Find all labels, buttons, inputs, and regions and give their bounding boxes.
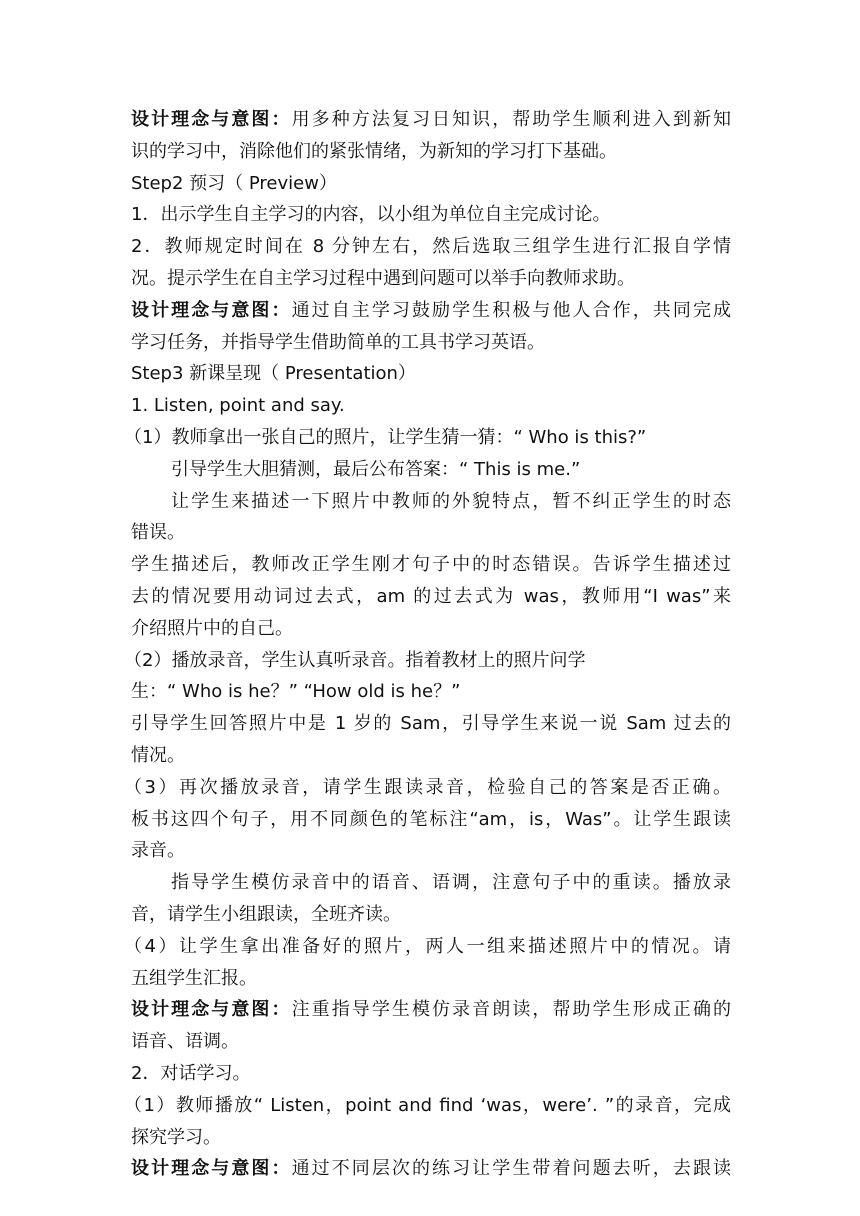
paragraph-line: 指导学生模仿录音中的语音、语调，注意句子中的重读。播放录 bbox=[171, 872, 731, 894]
section-heading: 2．对话学习。 bbox=[131, 1062, 251, 1084]
paragraph-line: 引导学生大胆猜测，最后公布答案：“ This is me.” bbox=[171, 458, 581, 480]
section-heading: 1. Listen, point and say. bbox=[131, 395, 345, 417]
paragraph-line: 况。提示学生在自主学习过程中遇到问题可以举手向教师求助。 bbox=[131, 267, 635, 289]
paragraph-line: 音，请学生小组跟读，全班齐读。 bbox=[131, 903, 401, 925]
document-body bbox=[124, 104, 732, 1185]
paragraph-line: （3）再次播放录音，请学生跟读录音，检验自己的答案是否正确。 bbox=[124, 776, 731, 798]
paragraph-line: 语音、语调。 bbox=[131, 1031, 239, 1053]
paragraph-line: 设计理念与意图：通过不同层次的练习让学生带着问题去听，去跟读 bbox=[131, 1158, 732, 1180]
design-intent-label: 设计理念与意图： bbox=[131, 999, 292, 1021]
paragraph-line: 1．出示学生自主学习的内容，以小组为单位自主完成讨论。 bbox=[131, 204, 611, 226]
paragraph-line: 设计理念与意图：用多种方法复习日知识，帮助学生顺利进入到新知 bbox=[131, 109, 732, 130]
paragraph-line: 生：“ Who is he？” “How old is he？” bbox=[131, 681, 461, 703]
paragraph-line: 学生描述后，教师改正学生刚才句子中的时态错误。告诉学生描述过 bbox=[131, 554, 731, 576]
paragraph-line: 错误。 bbox=[131, 522, 185, 544]
paragraph-line: 情况。 bbox=[131, 744, 185, 766]
paragraph-line: 板书这四个句子，用不同颜色的笔标注“am，is，Was”。让学生跟读 bbox=[131, 808, 731, 830]
paragraph-line: 引导学生回答照片中是 1 岁的 Sam，引导学生来说一说 Sam 过去的 bbox=[131, 713, 731, 735]
paragraph-line: （2）播放录音，学生认真听录音。指着教材上的照片问学 bbox=[124, 649, 586, 671]
paragraph-line: （1）教师拿出一张自己的照片，让学生猜一猜：“ Who is this?” bbox=[124, 426, 647, 448]
paragraph-line: 介绍照片中的自己。 bbox=[131, 617, 293, 639]
paragraph-line: 2．教师规定时间在 8 分钟左右，然后选取三组学生进行汇报自学情 bbox=[131, 236, 731, 258]
design-intent-label: 设计理念与意图： bbox=[131, 1158, 292, 1180]
paragraph-line: 探究学习。 bbox=[131, 1126, 221, 1148]
design-intent-label: 设计理念与意图： bbox=[131, 109, 292, 130]
paragraph-line: 设计理念与意图：通过自主学习鼓励学生积极与他人合作，共同完成 bbox=[131, 299, 732, 321]
design-intent-label: 设计理念与意图： bbox=[131, 299, 292, 321]
paragraph-line: 录音。 bbox=[131, 840, 185, 862]
paragraph-line: 设计理念与意图：注重指导学生模仿录音朗读，帮助学生形成正确的 bbox=[131, 999, 732, 1021]
paragraph-line: （4）让学生拿出准备好的照片，两人一组来描述照片中的情况。请 bbox=[124, 935, 731, 957]
step-heading: Step2 预习（ Preview） bbox=[131, 172, 337, 194]
step-heading: Step3 新课呈现（ Presentation） bbox=[131, 363, 416, 385]
paragraph-line: 学习任务，并指导学生借助简单的工具书学习英语。 bbox=[131, 331, 545, 353]
paragraph-line: 去的情况要用动词过去式，am 的过去式为 was，教师用“I was”来 bbox=[131, 585, 731, 607]
paragraph-line: 让学生来描述一下照片中教师的外貌特点，暂不纠正学生的时态 bbox=[171, 490, 731, 512]
paragraph-line: 五组学生汇报。 bbox=[131, 967, 257, 989]
paragraph-line: 识的学习中，消除他们的紧张情绪，为新知的学习打下基础。 bbox=[131, 140, 617, 162]
paragraph-line: （1）教师播放“ Listen，point and find ‘was，were’. ”的录音，完成 bbox=[124, 1094, 731, 1116]
